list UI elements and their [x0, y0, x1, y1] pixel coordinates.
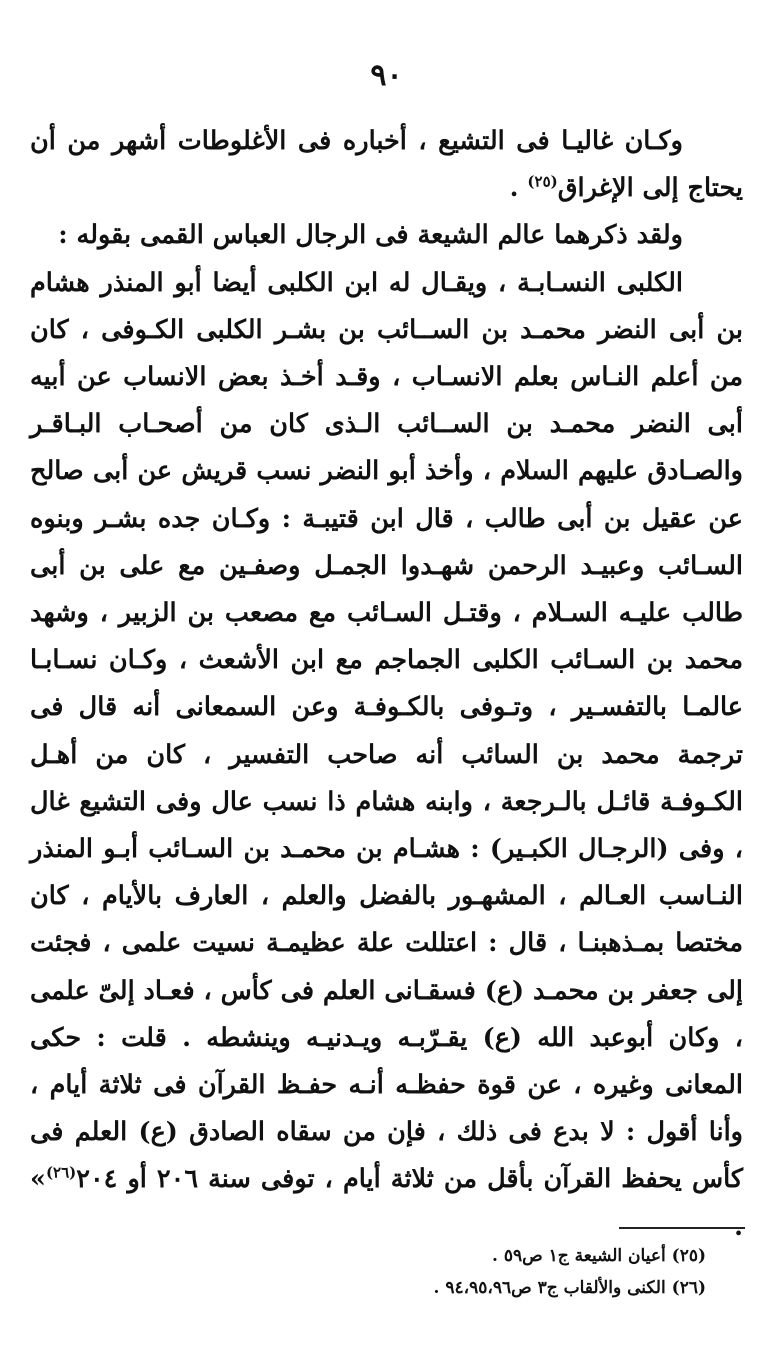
footnote-reference: (٢٦) — [45, 1163, 77, 1182]
paragraph — [30, 212, 743, 259]
paragraph — [30, 260, 743, 1251]
page-number: ٩٠ — [370, 58, 403, 93]
paragraph-text: وكـان غاليـا فى التشيع ، أخباره فى الأغلوطات أشهر من أن يحتاج إلى الإغراق — [30, 126, 743, 204]
paragraph-ending: » . — [30, 1164, 743, 1242]
main-text — [30, 118, 743, 1251]
paragraph — [30, 118, 743, 212]
paragraph-text: الكلبى النسـابـة ، ويقـال له ابن الكلبى أيضا أبو المنذر هشام بن أبى النضر محمـد بن الســائب بن بشـر الكلبى الكـوفى ، كان من أعلم النـاس بعلم الانسـاب ، وقـد أخـذ بعض الانساب عن أبيه أبى النضر محمـد بن الســائب الـذى كان من أصحـاب البـاقـر والصـادق عليهم السلام ، وأخذ أبو النضر نسب قريش عن أبى صالح عن عقيل بن أبى طالب ، قال ابن قتيبـة : وكـان جده بشـر وبنوه السـائب وعبيـد الرحمن شهـدوا الجمـل وصفـين مع على بن أبى طالب عليـه السـلام ، وقتـل السـائب مع مصعب بن الزبير ، وشهد محمد بن السـائب الكلبى الجماجم مع ابن الأشعث ، وكـان نسـابـا عالمـا بالتفسـير ، وتـوفى بالكـوفـة وعن السمعانى أنه قال فى ترجمة محمد بن السائب أنه صاحب التفسير ، كان من أهـل الكـوفـة قائـل بالـرجعة ، وابنه هشام ذا نسب عال وفى التشيع غال ، وفى (الرجـال الكبـير) : هشـام بن محمـد بن السـائب أبـو المنذر النـاسب العـالم ، المشهـور بالفضل والعلم ، العارف بالأيام ، كان مختصا بمـذهبنـا ، قال : اعتللت علة عظيمـة نسيت علمى ، فجئت إلى جعفر بن محمـد (ع) فسقـانى العلم فى كأس ، فعـاد إلىّ علمى ، وكان أبوعبد الله (ع) يقـرّبـه ويـدنيـه وينشطه . قلت : حكى المعانى وغيره ، عن قوة حفظـه أنـه حفـظ القرآن فى ثلاثة أيام ، وأنا أقول : لا بدع فى ذلك ، فإن من سقاه الصادق (ع) العلم فى كأس يحفظ القرآن بأقل من ثلاثة أيام ، توفى سنة ٢٠٦ أو ٢٠٤ — [30, 267, 743, 1195]
footnote-divider — [619, 1227, 745, 1229]
footnote: (٢٥) أعيان الشيعة ج١ ص٥٩ . — [492, 1246, 706, 1266]
footnote: (٢٦) الكنى والألقاب ج٣ ص٩٤،٩٥،٩٦ . — [433, 1278, 706, 1298]
paragraph-ending: . — [509, 173, 528, 204]
footnotes — [30, 1240, 706, 1304]
paragraph-text: ولقد ذكرهما عالم الشيعة فى الرجال العباس القمى بقوله : — [58, 220, 683, 251]
footnote-reference: (٢٥) — [527, 172, 558, 191]
